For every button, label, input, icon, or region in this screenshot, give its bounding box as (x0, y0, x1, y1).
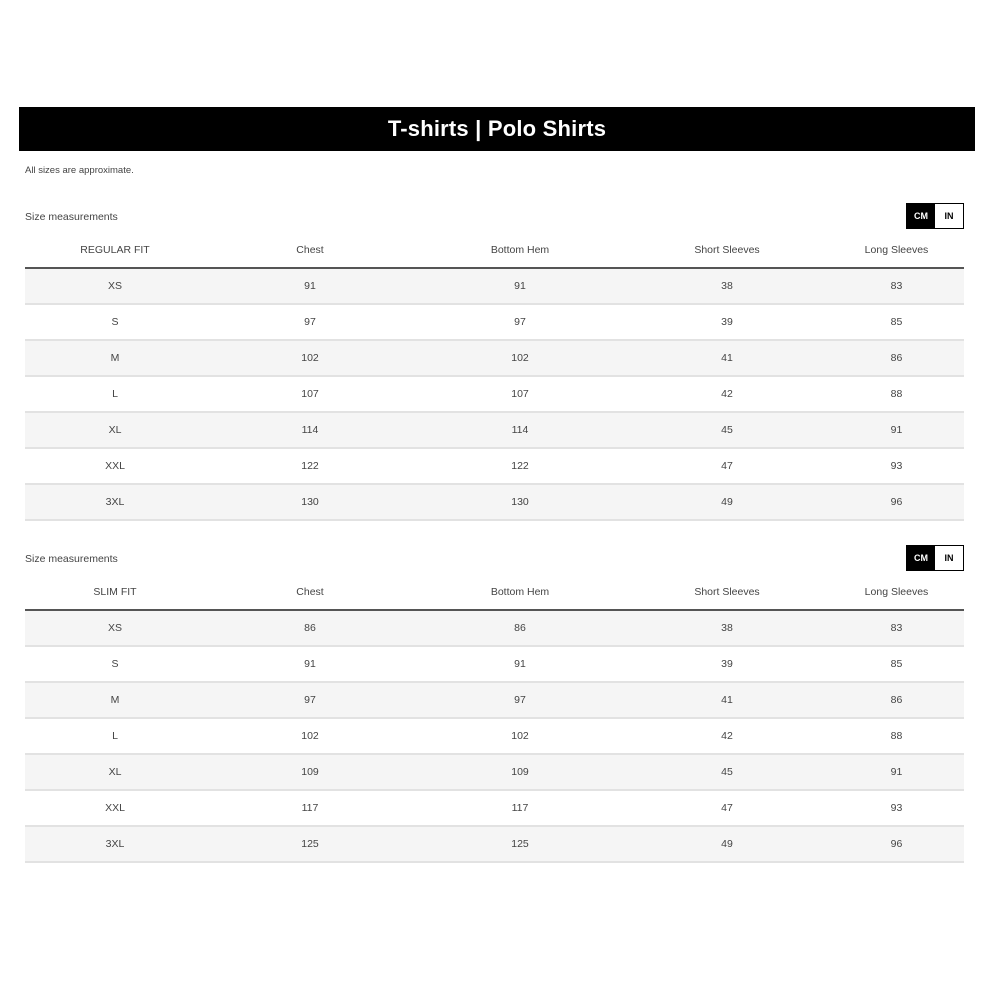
table-row (25, 826, 964, 862)
section-title: Size measurements (25, 553, 118, 565)
column-header-long-sleeves: Long Sleeves (829, 233, 964, 268)
unit-in-button[interactable]: IN (935, 546, 963, 570)
column-header-short-sleeves: Short Sleeves (625, 575, 829, 610)
chest-cell: 86 (205, 610, 415, 646)
column-header-fit: SLIM FIT (25, 575, 205, 610)
bottom-hem-cell: 114 (415, 412, 625, 448)
table-row (25, 484, 964, 520)
bottom-hem-cell: 91 (415, 646, 625, 682)
table-row (25, 790, 964, 826)
regular-fit-section (25, 207, 964, 521)
short-sleeves-cell: 39 (625, 646, 829, 682)
table-row (25, 448, 964, 484)
size-table-regular (25, 233, 964, 521)
column-header-chest: Chest (205, 233, 415, 268)
table-header-row (25, 575, 964, 610)
long-sleeves-cell: 96 (829, 484, 964, 520)
chest-cell: 97 (205, 304, 415, 340)
chest-cell: 97 (205, 682, 415, 718)
bottom-hem-cell: 125 (415, 826, 625, 862)
long-sleeves-cell: 85 (829, 646, 964, 682)
table-row (25, 304, 964, 340)
column-header-bottom-hem: Bottom Hem (415, 575, 625, 610)
table-row (25, 610, 964, 646)
unit-cm-button[interactable]: CM (907, 546, 935, 570)
table-body (25, 610, 964, 862)
long-sleeves-cell: 86 (829, 682, 964, 718)
chest-cell: 91 (205, 646, 415, 682)
long-sleeves-cell: 91 (829, 754, 964, 790)
bottom-hem-cell: 86 (415, 610, 625, 646)
bottom-hem-cell: 91 (415, 268, 625, 304)
long-sleeves-cell: 91 (829, 412, 964, 448)
short-sleeves-cell: 41 (625, 340, 829, 376)
size-cell: S (25, 646, 205, 682)
size-cell: M (25, 682, 205, 718)
unit-in-button[interactable]: IN (935, 204, 963, 228)
size-cell: M (25, 340, 205, 376)
size-cell: L (25, 718, 205, 754)
table-row (25, 412, 964, 448)
chest-cell: 107 (205, 376, 415, 412)
chest-cell: 122 (205, 448, 415, 484)
unit-cm-button[interactable]: CM (907, 204, 935, 228)
bottom-hem-cell: 102 (415, 340, 625, 376)
short-sleeves-cell: 49 (625, 826, 829, 862)
chest-cell: 109 (205, 754, 415, 790)
short-sleeves-cell: 41 (625, 682, 829, 718)
chest-cell: 102 (205, 718, 415, 754)
title-banner (19, 107, 975, 151)
column-header-chest: Chest (205, 575, 415, 610)
long-sleeves-cell: 85 (829, 304, 964, 340)
short-sleeves-cell: 38 (625, 268, 829, 304)
bottom-hem-cell: 102 (415, 718, 625, 754)
short-sleeves-cell: 42 (625, 718, 829, 754)
size-cell: 3XL (25, 826, 205, 862)
long-sleeves-cell: 88 (829, 718, 964, 754)
short-sleeves-cell: 47 (625, 448, 829, 484)
short-sleeves-cell: 49 (625, 484, 829, 520)
size-cell: XXL (25, 448, 205, 484)
section-header (25, 207, 964, 233)
short-sleeves-cell: 39 (625, 304, 829, 340)
page-title: T-shirts | Polo Shirts (387, 116, 607, 141)
unit-toggle (906, 545, 964, 571)
bottom-hem-cell: 97 (415, 304, 625, 340)
chest-cell: 125 (205, 826, 415, 862)
chest-cell: 130 (205, 484, 415, 520)
short-sleeves-cell: 45 (625, 412, 829, 448)
size-cell: XL (25, 754, 205, 790)
short-sleeves-cell: 42 (625, 376, 829, 412)
long-sleeves-cell: 96 (829, 826, 964, 862)
table-row (25, 376, 964, 412)
chest-cell: 114 (205, 412, 415, 448)
column-header-long-sleeves: Long Sleeves (829, 575, 964, 610)
table-row (25, 718, 964, 754)
size-cell: XS (25, 268, 205, 304)
size-cell: XL (25, 412, 205, 448)
long-sleeves-cell: 93 (829, 448, 964, 484)
long-sleeves-cell: 83 (829, 610, 964, 646)
bottom-hem-cell: 97 (415, 682, 625, 718)
bottom-hem-cell: 117 (415, 790, 625, 826)
short-sleeves-cell: 47 (625, 790, 829, 826)
table-row (25, 754, 964, 790)
long-sleeves-cell: 93 (829, 790, 964, 826)
table-header-row (25, 233, 964, 268)
column-header-short-sleeves: Short Sleeves (625, 233, 829, 268)
table-row (25, 646, 964, 682)
unit-toggle (906, 203, 964, 229)
table-row (25, 340, 964, 376)
chest-cell: 117 (205, 790, 415, 826)
size-cell: 3XL (25, 484, 205, 520)
short-sleeves-cell: 38 (625, 610, 829, 646)
table-body (25, 268, 964, 520)
size-cell: S (25, 304, 205, 340)
approximate-sizes-note: All sizes are approximate. (25, 165, 134, 176)
bottom-hem-cell: 109 (415, 754, 625, 790)
table-row (25, 682, 964, 718)
short-sleeves-cell: 45 (625, 754, 829, 790)
bottom-hem-cell: 130 (415, 484, 625, 520)
chest-cell: 102 (205, 340, 415, 376)
size-cell: XXL (25, 790, 205, 826)
long-sleeves-cell: 86 (829, 340, 964, 376)
bottom-hem-cell: 107 (415, 376, 625, 412)
section-header (25, 549, 964, 575)
size-table-slim (25, 575, 964, 863)
long-sleeves-cell: 88 (829, 376, 964, 412)
bottom-hem-cell: 122 (415, 448, 625, 484)
table-row (25, 268, 964, 304)
column-header-fit: REGULAR FIT (25, 233, 205, 268)
column-header-bottom-hem: Bottom Hem (415, 233, 625, 268)
chest-cell: 91 (205, 268, 415, 304)
long-sleeves-cell: 83 (829, 268, 964, 304)
slim-fit-section (25, 549, 964, 863)
size-cell: L (25, 376, 205, 412)
size-cell: XS (25, 610, 205, 646)
section-title: Size measurements (25, 211, 118, 223)
